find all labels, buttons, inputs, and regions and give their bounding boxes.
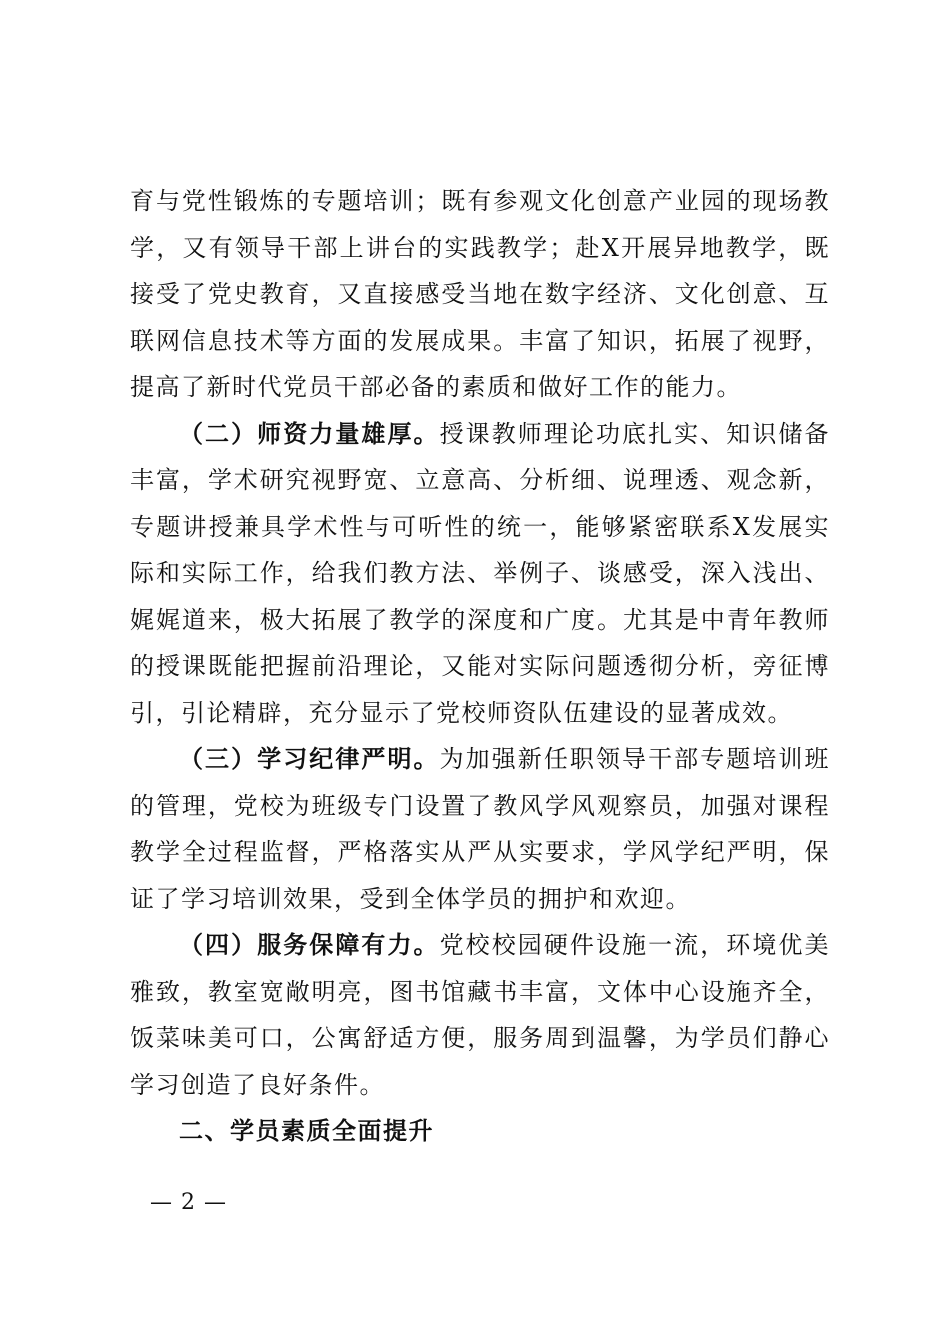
section-heading-2: 二、学员素质全面提升 <box>179 1117 434 1145</box>
paragraph-faculty-lead: （二）师资力量雄厚。 <box>179 419 440 448</box>
page-number: — 2 — <box>150 1190 227 1215</box>
paragraph-faculty-body: 授课教师理论功底扎实、知识储备丰富，学术研究视野宽、立意高、分析细、说理透、观念新，专题讲授兼具学术性与可听性的统一，能够紧密联系X发展实际和实际工作，给我们教方法、举例子、谈感受，深入浅出、娓娓道来，极大拓展了教学的深度和广度。尤其是中青年教师的授课既能把握前沿理论，又能对实际问题透彻分析，旁征博引，引论精辟，充分显示了党校师资队伍建设的显著成效。 <box>130 419 830 727</box>
paragraph-discipline-lead: （三）学习纪律严明。 <box>179 745 440 773</box>
paragraph-service-lead: （四）服务保障有力。 <box>179 931 440 959</box>
paragraph-discipline <box>130 736 830 922</box>
paragraph-discipline-body: 为加强新任职领导干部专题培训班的管理，党校为班级专门设置了教风学风观察员，加强对课程教学全过程监督，严格落实从严从实要求，学风学纪严明，保证了学习培训效果，受到全体学员的拥护和欢迎。 <box>130 745 830 913</box>
paragraph-service <box>130 922 830 1108</box>
paragraph-continuation: 育与党性锻炼的专题培训；既有参观文化创意产业园的现场教学，又有领导干部上讲台的实践教学；赴X开展异地教学，既接受了党史教育，又直接感受当地在数字经济、文化创意、互联网信息技术等方面的发展成果。丰富了知识，拓展了视野，提高了新时代党员干部必备的素质和做好工作的能力。 <box>130 187 830 401</box>
paragraph-faculty <box>130 411 830 737</box>
paragraph-service-body: 党校校园硬件设施一流，环境优美雅致，教室宽敞明亮，图书馆藏书丰富，文体中心设施齐全，饭菜味美可口，公寓舒适方便，服务周到温馨，为学员们静心学习创造了良好条件。 <box>130 931 830 1099</box>
document-body <box>130 178 830 1155</box>
